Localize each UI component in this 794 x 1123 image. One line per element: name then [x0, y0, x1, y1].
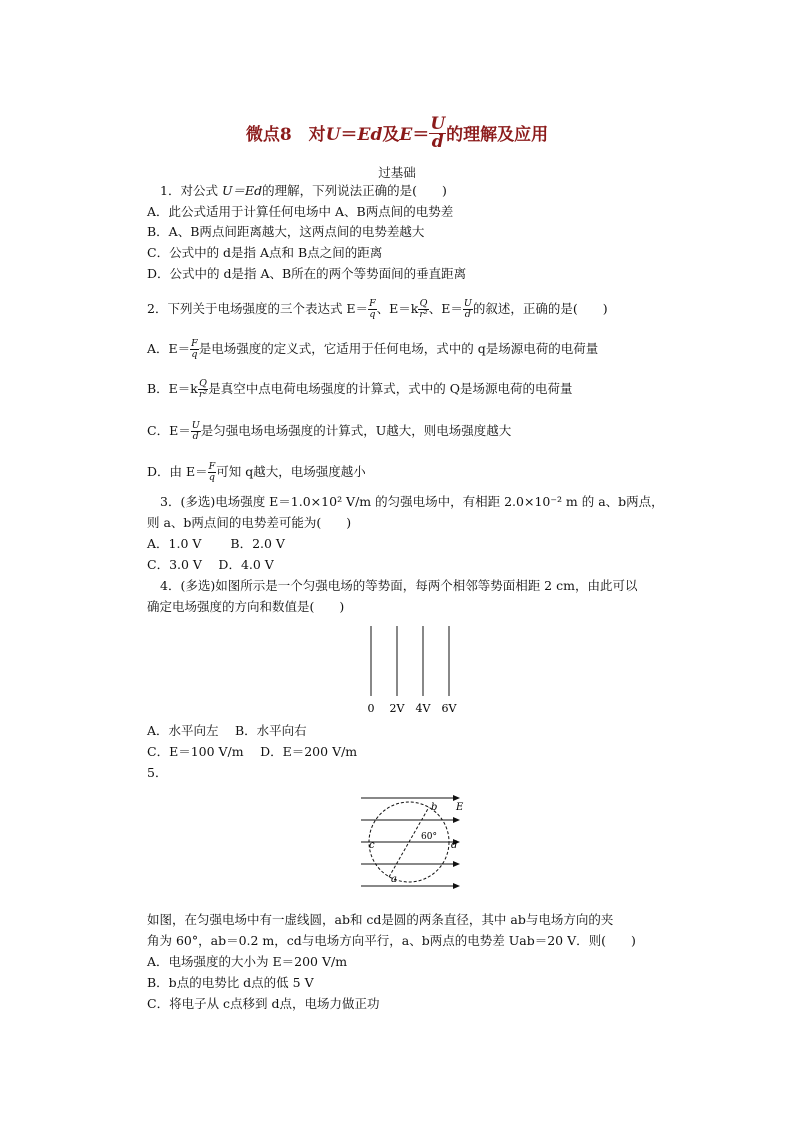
section-heading: 过基础 — [378, 165, 416, 180]
label-d: d — [451, 840, 458, 851]
q2-c-frac — [191, 421, 201, 442]
q2-c-post: 是匀强电场电场强度的计算式，U越大，则电场强度越大 — [200, 423, 512, 438]
q2-c-den: d — [192, 431, 199, 442]
q5-option-a: A．电场强度的大小为 E＝200 V/m — [147, 954, 348, 969]
title-eq1: ＝ — [340, 125, 358, 145]
q2-frac-1 — [368, 299, 377, 320]
title-ed: Ed — [357, 125, 383, 145]
q2-d-pre: D．由 E＝ — [147, 464, 208, 479]
title-eq2: ＝ — [412, 125, 430, 145]
label-angle: 60° — [421, 832, 437, 842]
q2-stem-b: 、E＝k — [376, 301, 419, 316]
equipotential-label-0: 0 — [367, 702, 375, 715]
q2-option-a — [147, 338, 598, 360]
equipotential-label-2v: 2V — [389, 702, 405, 715]
q2-stem-c: 、E＝ — [428, 301, 463, 316]
q2-a-den: q — [191, 349, 198, 360]
q2-option-c — [147, 420, 511, 442]
title-suffix: 的理解及应用 — [446, 125, 549, 145]
q2-d-frac — [208, 462, 217, 483]
q2-b-post: 是真空中点电荷电场强度的计算式，式中的 Q是场源电荷的电荷量 — [208, 381, 573, 396]
q2-d-den: q — [208, 472, 215, 483]
q3-options-ab: A．1.0 V B．2.0 V — [147, 536, 285, 551]
q4-stem: 4．(多选)如图所示是一个匀强电场的等势面，每两个相邻等势面相距 2 cm，由此可以 — [160, 578, 638, 593]
q4-options-ab: A．水平向左 B．水平向右 — [147, 723, 307, 738]
q2-option-b — [147, 378, 572, 400]
q4-stem-2: 确定电场强度的方向和数值是( ) — [147, 599, 345, 614]
q2-b-den: r² — [198, 389, 208, 400]
q2-stem-a: 2．下列关于电场强度的三个表达式 E＝ — [147, 301, 369, 316]
circle-field-figure — [355, 790, 475, 896]
q2-a-post: 是电场强度的定义式，它适用于任何电场，式中的 q是场源电荷的电荷量 — [198, 341, 599, 356]
q2-b-frac — [198, 379, 208, 400]
title-frac-num: U — [430, 114, 446, 134]
label-a: a — [391, 874, 397, 885]
q2-frac-1-num: F — [369, 298, 376, 309]
q2-stem-d: 的叙述，正确的是( ) — [472, 301, 608, 316]
q1-stem-c: 的理解，下列说法正确的是( ) — [262, 183, 447, 198]
page-title — [0, 104, 794, 152]
q2-b-pre: B．E＝k — [147, 381, 198, 396]
q2-a-pre: A．E＝ — [147, 341, 191, 356]
title-prefix: 微点8 对 — [245, 125, 326, 145]
q2-a-num: F — [191, 338, 198, 349]
label-b: b — [431, 802, 438, 813]
q2-frac-2 — [418, 299, 428, 320]
q2-b-num: Q — [199, 378, 207, 389]
q2-frac-3-num: U — [463, 298, 472, 309]
q5-stem: 如图，在匀强电场中有一虚线圆，ab和 cd是圆的两条直径，其中 ab与电场方向的夹 — [147, 912, 614, 927]
q5-option-c: C．将电子从 c点移到 d点，电场力做正功 — [147, 996, 380, 1011]
equipotential-figure — [355, 622, 475, 718]
q1-option-d: D．公式中的 d是指 A、B所在的两个等势面间的垂直距离 — [147, 266, 467, 281]
q1-stem — [160, 183, 447, 199]
title-u: U — [325, 125, 341, 145]
title-mid: 及 — [382, 125, 400, 145]
q3-stem: 3．(多选)电场强度 E＝1.0×10² V/m 的匀强电场中，有相距 2.0×10⁻² m 的 a、b两点， — [160, 494, 664, 509]
label-e: E — [456, 802, 464, 813]
q1-option-c: C．公式中的 d是指 A点和 B点之间的距离 — [147, 245, 383, 260]
q2-frac-2-den: r² — [419, 309, 428, 320]
q1-option-b: B．A、B两点间距离越大，这两点间的电势差越大 — [147, 224, 425, 239]
q2-option-d — [147, 461, 366, 483]
q2-c-num: U — [191, 420, 200, 431]
q2-c-pre: C．E＝ — [147, 423, 191, 438]
title-frac-den: d — [431, 132, 444, 152]
q2-a-frac — [190, 339, 199, 360]
title-fraction — [429, 116, 446, 151]
q3-options-cd: C．3.0 V D．4.0 V — [147, 557, 274, 572]
q2-frac-3-den: d — [464, 309, 471, 320]
q2-frac-2-num: Q — [419, 298, 428, 309]
q2-frac-1-den: q — [369, 309, 376, 320]
q2-d-num: F — [208, 461, 216, 472]
equipotential-label-6v: 6V — [441, 702, 457, 715]
q3-stem-2: 则 a、b两点间的电势差可能为( ) — [147, 515, 352, 530]
q2-stem — [147, 298, 608, 320]
q2-d-post: 可知 q越大，电场强度越小 — [216, 464, 366, 479]
equipotential-label-4v: 4V — [415, 702, 431, 715]
label-c: c — [369, 840, 375, 851]
q2-frac-3 — [463, 299, 473, 320]
q5-stem-2: 角为 60°，ab＝0.2 m，cd与电场方向平行，a、b两点的电势差 Uab＝20 V．则( ) — [147, 933, 636, 948]
q1-stem-formula: U＝Ed — [221, 183, 263, 198]
q1-option-a: A．此公式适用于计算任何电场中 A、B两点间的电势差 — [147, 204, 454, 219]
q4-options-cd: C．E＝100 V/m D．E＝200 V/m — [147, 744, 358, 759]
q5-number: 5． — [147, 765, 168, 780]
q1-stem-a: 1．对公式 — [160, 183, 222, 198]
title-e: E — [399, 125, 413, 145]
q5-option-b: B．b点的电势比 d点的低 5 V — [147, 975, 314, 990]
